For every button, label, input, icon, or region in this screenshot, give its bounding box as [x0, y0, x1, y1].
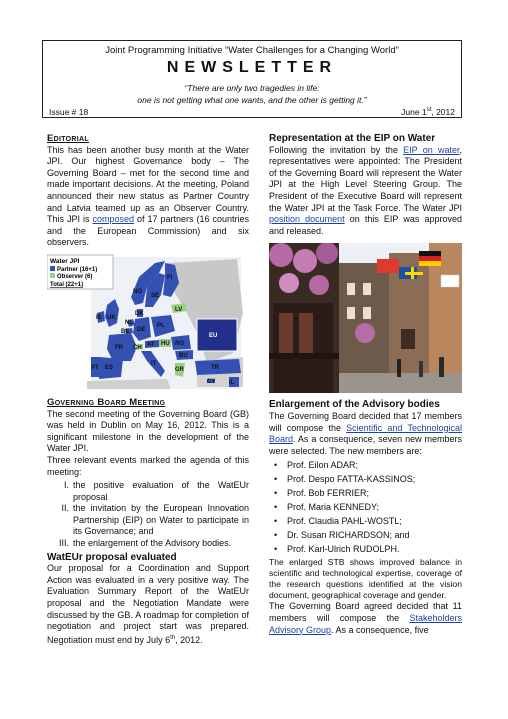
bullet-icon: • — [274, 502, 278, 513]
pedestrian — [439, 357, 444, 377]
agenda-list — [47, 480, 249, 550]
member-item — [269, 486, 462, 500]
country-label-il: IL — [229, 379, 235, 386]
agenda-item — [47, 538, 249, 550]
country-label-bu: BU — [179, 352, 188, 359]
country-label-be: BE — [121, 328, 130, 335]
sag-text-2: . As a consequence, five — [331, 624, 429, 635]
eip-text-2: , representatives were appointed: The President of the Governing Board will represent the Water JPI at the High Level Steering Group. The President of the Executive Board will represent the Water JPI at the Task Force. The Water JPI — [269, 144, 462, 213]
bullet-icon: • — [274, 460, 278, 471]
country-label-ch: CH — [133, 344, 142, 351]
advisory-text — [269, 411, 462, 457]
agenda-text: the enlargement of the Advisory bodies. — [73, 538, 232, 549]
date-suffix: , 2012 — [431, 107, 455, 117]
member-item — [269, 542, 462, 556]
flower-basket — [293, 249, 317, 273]
member-name: Prof. Eilon ADAR; — [287, 460, 359, 471]
advisory-text-1: The Governing Board decided that 17 members will compose the — [269, 410, 462, 433]
legend-title: Water JPI — [50, 257, 80, 265]
street-photo — [269, 243, 462, 393]
eip-text-3: on this EIP was approved and released. — [269, 214, 462, 236]
member-name: Prof. Despo FATTA-KASSINOS; — [287, 474, 416, 485]
wateur-sup: th — [170, 634, 176, 641]
flag-white — [441, 275, 459, 287]
stb-balance-text: The enlarged STB shows improved balance in scientific and technological expertise, coverage of the research questions identified at the vision document, geographical coverage and gender. — [269, 557, 462, 601]
bullet-icon: • — [274, 474, 278, 485]
wateur-text-2: , 2012. — [175, 634, 203, 645]
governing-p2: Three relevant events marked the agenda of this meeting: — [47, 454, 249, 477]
wateur-text-1: Our proposal for a Coordination and Support Action was evaluated in a very positive way. The Evaluation Summary Report of the WatEUr proposal and the Negotiation Mandate were discussed by the GB. A roadmap for completion of negotiation and project start was prepared. Negotiation must end by July 6 — [47, 563, 249, 645]
editorial-text-1: This has been another busy month at the Water JPI. Our highest Governance body – The Governing Board – met for the second time and made important decisions. At the meeting, Poland announced their new status as Partner Country and Latvia teamed up as an Observer Country. This JPI is — [47, 144, 249, 225]
agenda-item — [47, 480, 249, 503]
wateur-text — [47, 563, 249, 646]
sag-text — [269, 601, 462, 636]
initiative-title: Joint Programming Initiative “Water Challenges for a Changing World” — [105, 45, 399, 56]
agenda-num: I. — [63, 480, 69, 491]
europe-map — [47, 253, 249, 391]
date-prefix: June 1 — [401, 107, 427, 117]
members-list — [269, 458, 462, 556]
country-label-ro: RO — [175, 340, 184, 347]
country-label-fi: FI — [167, 274, 173, 281]
legend-total: Total (22+1) — [50, 281, 84, 288]
eip-heading: Representation at the EIP on Water — [269, 133, 436, 144]
country-label-pl: PL — [157, 322, 165, 329]
country-label-ie: IE — [96, 314, 102, 321]
header-quote — [43, 82, 461, 106]
issue-date — [401, 107, 455, 117]
flower-basket — [279, 273, 299, 293]
legend-observer-swatch — [50, 273, 55, 278]
agenda-num: III. — [58, 538, 69, 549]
agenda-text: the positive evaluation of the WatEUr proposal — [73, 480, 249, 502]
date-sup: st — [426, 107, 432, 114]
governing-p1: The second meeting of the Governing Board (GB) was held in Dublin on May 16, 2012. This is a significant milestone in the development of the Water JPI. — [47, 408, 249, 454]
member-item — [269, 458, 462, 472]
country-label-fr: FR — [115, 344, 123, 351]
flower-basket — [309, 275, 329, 295]
flag-german — [419, 261, 441, 266]
eip-link[interactable]: EIP on water — [403, 144, 460, 155]
country-label-hu: HU — [161, 340, 170, 347]
country-label-es: ES — [105, 364, 114, 371]
country-label-eu: EU — [209, 332, 218, 339]
legend-partner: Partner (16+1) — [57, 266, 98, 273]
country-label-uk: UK — [107, 314, 116, 321]
advisory-text-2: . As a consequence, seven new members were selected. The new members are: — [269, 434, 462, 456]
country-label-dk: DK — [135, 310, 144, 317]
country-label-no: NO — [133, 288, 142, 295]
flower-basket — [316, 243, 338, 264]
member-item — [269, 528, 462, 542]
country-label-cy: CY — [207, 378, 216, 385]
editorial-heading: Editorial — [47, 133, 89, 144]
agenda-item — [47, 503, 249, 538]
country-label-lv: LV — [175, 306, 183, 313]
flower-basket — [355, 323, 375, 343]
member-name: Prof. Claudia PAHL-WOSTL; — [287, 516, 402, 527]
newsletter-header — [42, 40, 462, 118]
advisory-heading: Enlargement of the Advisory bodies — [269, 399, 440, 411]
pedestrian — [419, 361, 423, 377]
member-item — [269, 514, 462, 528]
map-legend — [47, 255, 113, 289]
eip-text — [269, 145, 462, 238]
eip-text-1: Following the invitation by the — [269, 144, 404, 155]
member-name: Dr. Susan RICHARDSON; and — [287, 530, 410, 541]
member-name: Prof. Bob FERRIER; — [287, 488, 370, 499]
member-name: Prof. Karl-Ulrich RUDOLPH. — [287, 544, 400, 555]
country-label-nl: NL — [125, 319, 133, 326]
country-label-pt: PT — [91, 364, 99, 371]
flag-red — [377, 259, 399, 273]
country-label-se: SE — [151, 292, 160, 299]
left-column — [47, 133, 249, 646]
issue-number: Issue # 18 — [49, 107, 89, 117]
right-column — [269, 133, 462, 636]
agenda-num: II. — [61, 503, 69, 514]
country-label-de: DE — [137, 326, 146, 333]
country-label-at: AT — [147, 341, 155, 348]
governing-heading: Governing Board Meeting — [47, 396, 166, 408]
country-label-it: IT — [151, 360, 157, 367]
sag-text-1: The Governing Board agreed decided that 11 members will compose the — [269, 601, 462, 623]
newsletter-title: NEWSLETTER — [166, 59, 338, 76]
editorial-text — [47, 145, 249, 249]
bullet-icon: • — [274, 544, 278, 555]
bullet-icon: • — [274, 516, 278, 527]
legend-partner-swatch — [50, 266, 55, 271]
editorial-text-2: of 17 partners (16 countries and the European Commission) and six observers. — [47, 214, 249, 248]
sag-link[interactable]: Stakeholders Advisory Group — [269, 612, 462, 635]
agenda-text: the invitation by the European Innovation Partnership (EIP) on Water to participate in its Governance; and — [73, 503, 249, 537]
quote-line-2: one is not getting what one wants, and the other is getting it.” — [137, 95, 367, 105]
quote-line-1: “There are only two tragedies in life: — [184, 83, 320, 93]
legend-observer: Observer (6) — [57, 273, 93, 280]
wateur-heading: WatEUr proposal evaluated — [47, 551, 177, 563]
position-document-link[interactable]: position document — [269, 214, 345, 225]
bullet-icon: • — [274, 530, 278, 541]
dublin-street-photo — [269, 243, 462, 393]
bullet-icon: • — [274, 488, 278, 499]
stb-link[interactable]: Scientific and Technological Board — [269, 422, 463, 445]
composed-link[interactable]: composed — [92, 214, 134, 225]
member-name: Prof. Maria KENNEDY; — [287, 502, 379, 513]
member-item — [269, 472, 462, 486]
member-item — [269, 500, 462, 514]
europe-map-figure — [47, 253, 249, 391]
country-label-tr: TR — [211, 364, 219, 371]
country-label-gr: GR — [175, 366, 184, 373]
flower-basket — [269, 243, 293, 267]
pedestrian — [397, 359, 401, 377]
